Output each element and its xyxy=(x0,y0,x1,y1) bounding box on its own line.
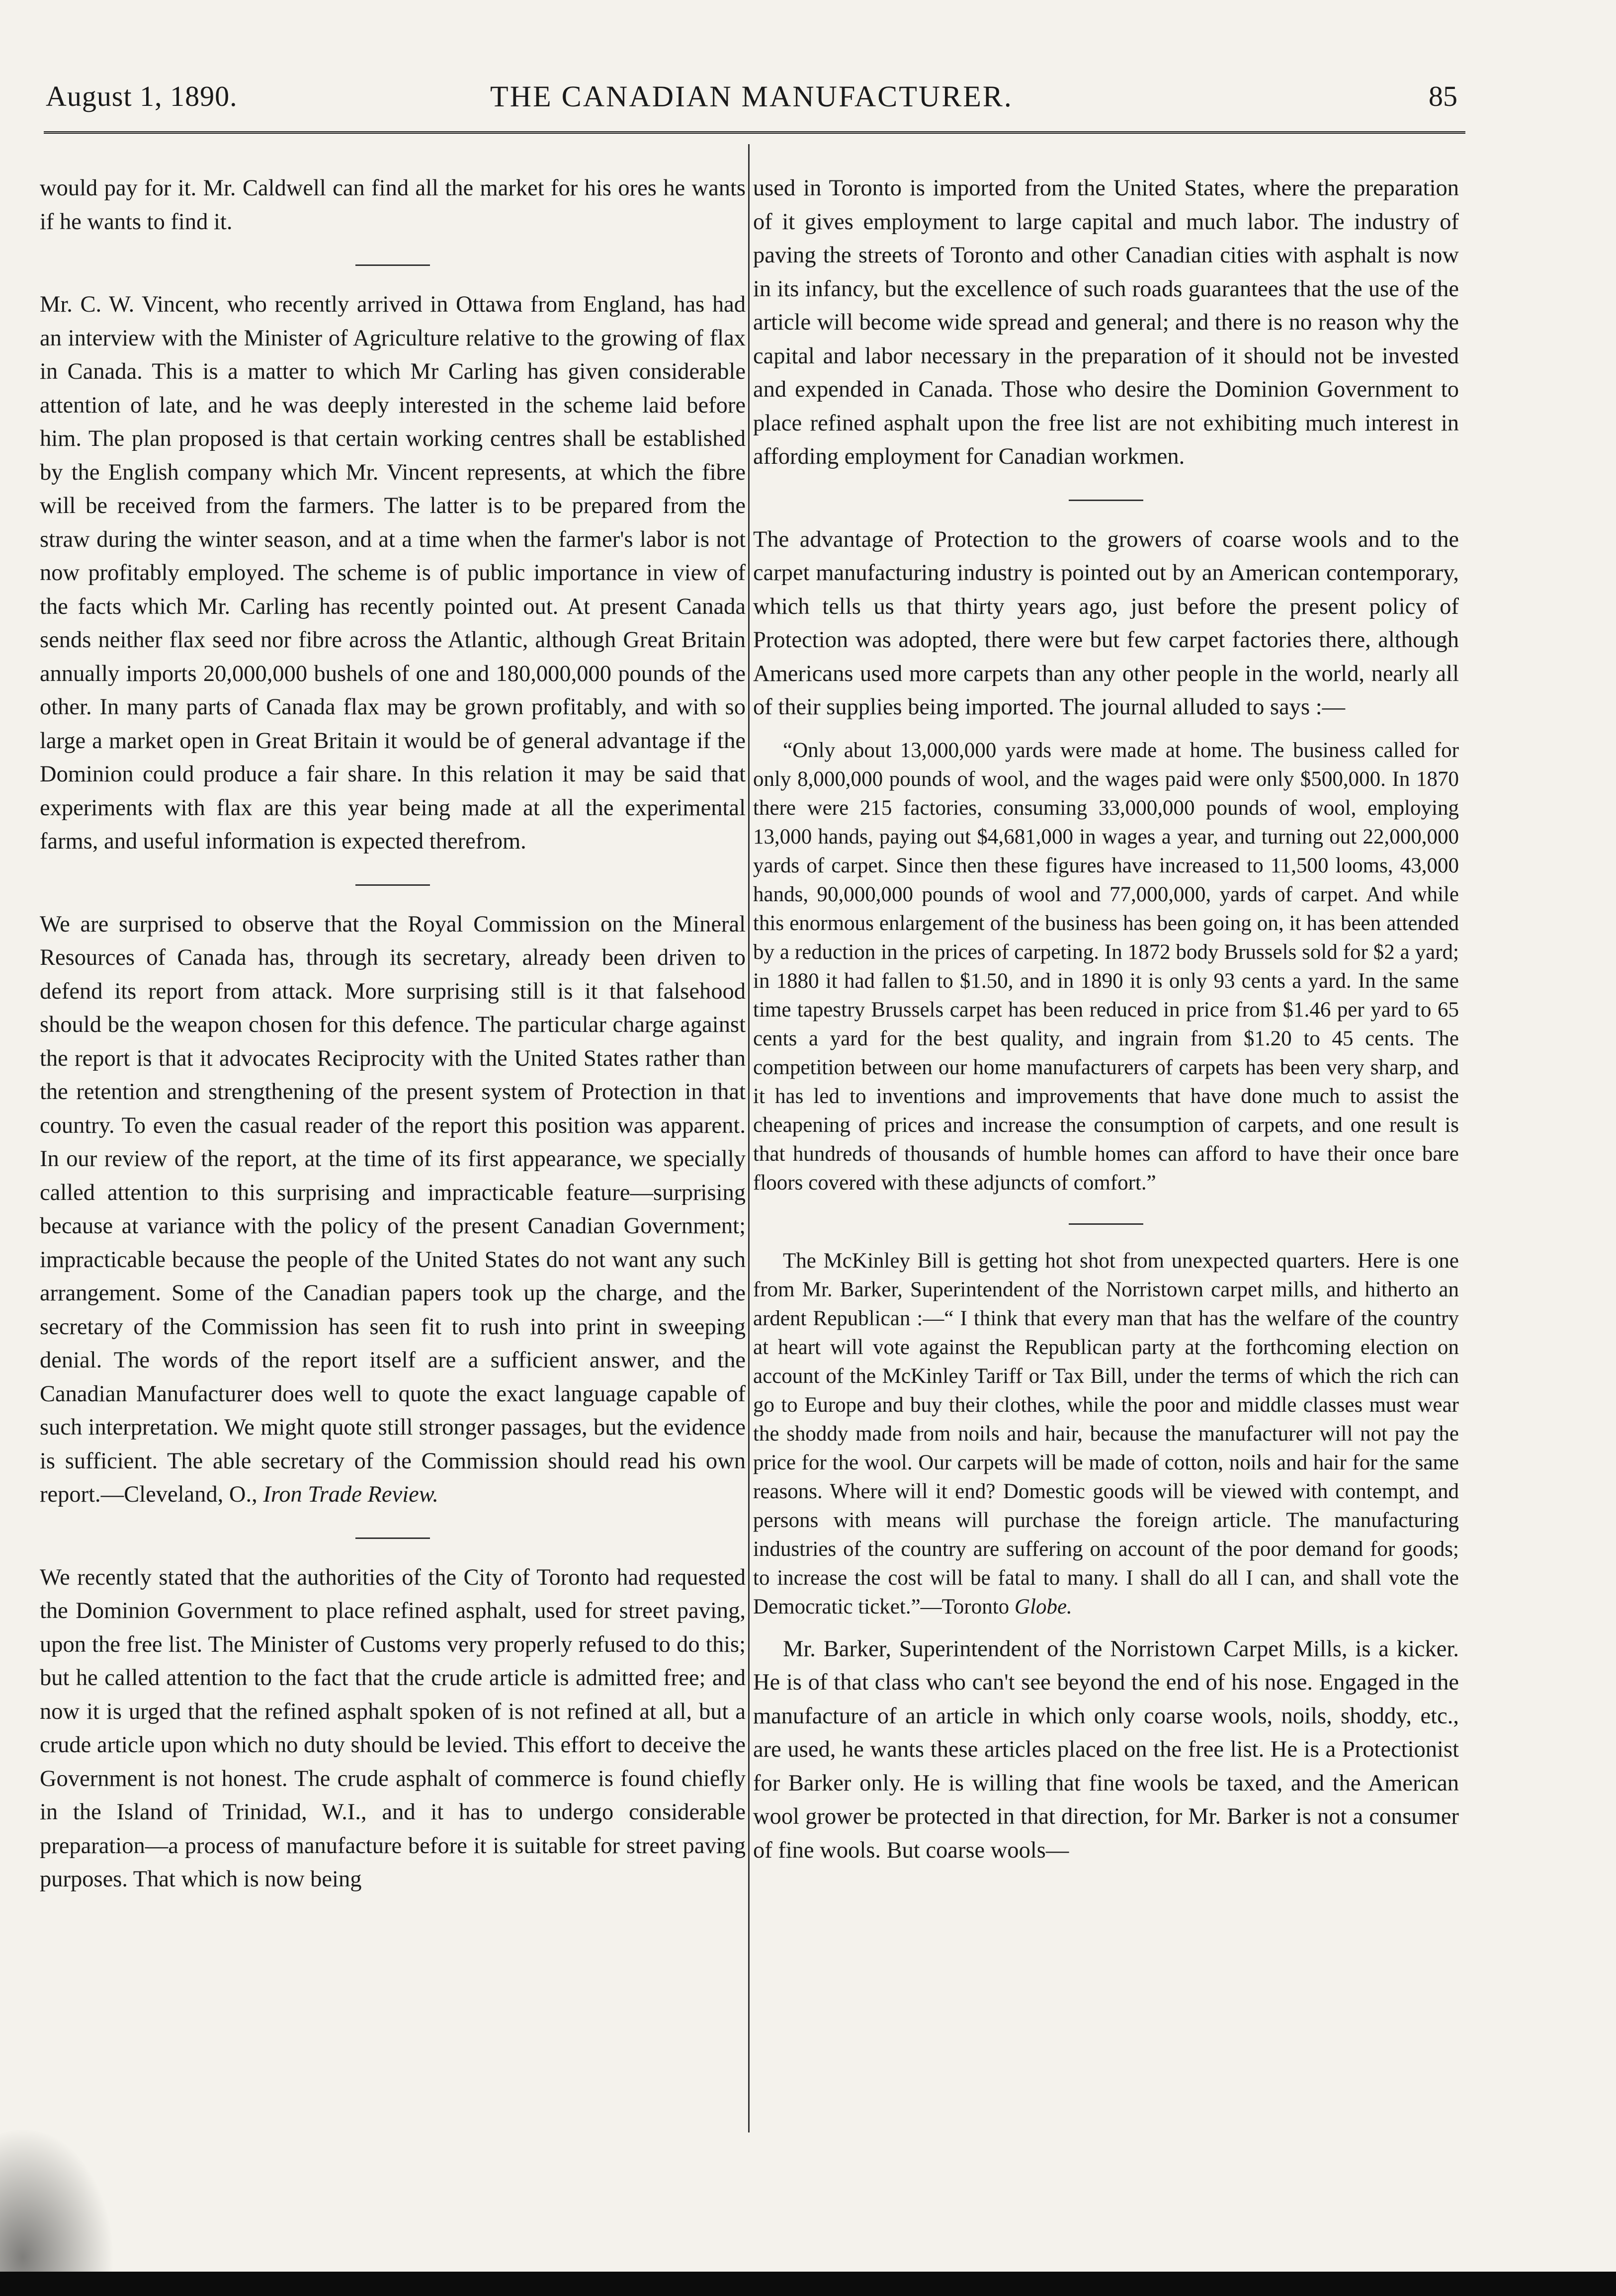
article-carpet-protection: The advantage of Protection to the growers of coarse wools and to the carpet manufacturing industry is pointed out by an American contemporary, which tells us that thirty years ago, just before the present policy of Protection was adopted, there were but few carpet factories there, although Americans used more carpets than any other people in the world, nearly all of their supplies being imported. The journal alluded to says :— xyxy=(753,526,1459,720)
scan-bottom-edge xyxy=(0,2272,1616,2296)
article-mckinley-bill-text: The McKinley Bill is getting hot shot from unexpected quarters. Here is one from Mr. Barker, Superintendent of the Norristown carpet mills, and hitherto an ardent Republican :—“ I think that every man that has the welfare of the country at heart will vote against the Republican party at the forthcoming election on account of the McKinley Tariff or Tax Bill, under the terms of which the rich can go to Europe and buy their clothes, while the poor and middle classes must wear the shoddy made from noils and hair, because the manufacturer will not pay the price for the wool. Our carpets will be made of cotton, noils and hair for the same reasons. Where will it end? Domestic goods will be viewed with contempt, and persons with means will purchase the foreign article. The manufacturing industries of the country are suffering on account of the poor demand for goods; to increase the cost will be fatal to many. I shall do all I can, and shall vote the Democratic ticket.”—Toronto xyxy=(753,1249,1459,1618)
page-smudge xyxy=(0,2127,114,2272)
article-source-toronto-globe: Globe. xyxy=(1014,1595,1072,1618)
article-asphalt: We recently stated that the authorities of the City of Toronto had requested the Dominion Government to place refined asphalt, used for street paving, upon the free list. The Minister of Customs very properly refused to do this; but he called attention to the fact that the crude article is admitted free; and now it is urged that the refined asphalt spoken of is not refined at all, but a crude article upon which no duty should be levied. This effort to deceive the Government is not honest. The crude asphalt of commerce is found chiefly in the Island of Trinidad, W.I., and it has to undergo considerable preparation—a process of manufacture before it is suitable for street paving purposes. That which is now being xyxy=(40,1564,746,1892)
article-caldwell-end: would pay for it. Mr. Caldwell can find all the market for his ores he wants if he wants to find it. xyxy=(40,175,746,235)
issue-date: August 1, 1890. xyxy=(46,80,238,112)
page-number: 85 xyxy=(1429,80,1457,112)
publication-title: THE CANADIAN MANUFACTURER. xyxy=(490,80,1013,113)
article-barker-kicker: Mr. Barker, Superintendent of the Norristown Carpet Mills, is a kicker. He is of that class who can't see beyond the end of his nose. Engaged in the manufacture of an article in which only coarse wools, noils, shoddy, etc., are used, he wants these articles placed on the free list. He is a Protectionist for Barker only. He is willing that fine wools be taxed, and the American wool grower be protected in that direction, for Mr. Barker is not a consumer of fine wools. But coarse wools— xyxy=(753,1636,1459,1863)
left-column xyxy=(40,171,746,1896)
article-separator xyxy=(355,884,430,886)
article-source-iron-trade-review: Iron Trade Review. xyxy=(263,1482,438,1507)
article-royal-commission-text: We are surprised to observe that the Royal Commission on the Mineral Resources of Canada has, through its secretary, already been driven to defend its report from attack. More surprising still is it that falsehood should be the weapon chosen for this defence. The particular charge against the report is that it advocates Reciprocity with the United States rather than the retention and strengthening of the present system of Protection in that country. To even the casual reader of the report this position was apparent. In our review of the report, at the time of its first appearance, we specially called attention to this surprising and impracticable feature—surprising because at variance with the policy of the present Canadian Government; impracticable because the people of the United States do not want any such arrangement. Some of the Canadian papers took up the charge, and the secretary of the Commission has seen fit to rush into print in sweeping denial. The words of the report itself are a sufficient answer, and the Canadian Manufacturer does well to quote the exact language capable of such interpretation. We might quote still stronger passages, but the evidence is sufficient. The able secretary of the Commission should read his own report.—Cleveland, O., xyxy=(40,911,746,1507)
article-flax-vincent: Mr. C. W. Vincent, who recently arrived in Ottawa from England, has had an interview with the Minister of Agriculture relative to the growing of flax in Canada. This is a matter to which Mr Carling has given considerable attention of late, and he was deeply interested in the scheme laid before him. The plan proposed is that certain working centres shall be established by the English company which Mr. Vincent represents, at which the fibre will be received from the farmers. The latter is to be prepared from the straw during the winter season, and at a time when the farmer's labor is not now profitably employed. The scheme is of public importance in view of the facts which Mr. Carling has recently pointed out. At present Canada sends neither flax seed nor fibre across the Atlantic, although Great Britain annually imports 20,000,000 bushels of one and 180,000,000 pounds of the other. In many parts of Canada flax may be grown profitably, and with so large a market open in Great Britain it would be of general advantage if the Dominion could produce a fair share. In this relation it may be said that experiments with flax are this year being made at all the experimental farms, and useful information is expected therefrom. xyxy=(40,292,746,854)
page-header xyxy=(46,80,1457,124)
article-separator xyxy=(355,1537,430,1539)
article-separator xyxy=(1069,500,1143,501)
article-royal-commission xyxy=(40,908,746,1512)
header-rule xyxy=(44,131,1465,134)
article-asphalt-continued: used in Toronto is imported from the United States, where the preparation of it gives employment to large capital and much labor. The industry of paving the streets of Toronto and other Canadian cities with asphalt is now in its infancy, but the excellence of such roads guarantees that the use of the article will become wide spread and general; and there is no reason why the capital and labor necessary in the preparation of it should not be invested and expended in Canada. Those who desire the Dominion Government to place refined asphalt upon the free list are not exhibiting much interest in affording employment for Canadian workmen. xyxy=(753,175,1459,469)
column-divider xyxy=(748,144,750,2132)
article-mckinley-bill xyxy=(753,1247,1459,1621)
quoted-carpet-statistics: “Only about 13,000,000 yards were made at home. The business called for only 8,000,000 pounds of wool, and the wages paid were only $500,000. In 1870 there were 215 factories, consuming 33,000,000 pounds of wool, employing 13,000 hands, paying out $4,681,000 in wages a year, and turning out 22,000,000 yards of carpet. Since then these figures have increased to 11,500 looms, 43,000 hands, 90,000,000 pounds of wool and 77,000,000, yards of carpet. And while this enormous enlargement of the business has been going on, it has been attended by a reduction in the prices of carpeting. In 1872 body Brussels sold for $2 a yard; in 1880 it had fallen to $1.50, and in 1890 it is only 93 cents a yard. In the same time tapestry Brussels carpet has been reduced in price from $1.46 per yard to 65 cents a yard for the best quality, and ingrain from $1.20 to 45 cents. The competition between our home manufacturers of carpets has been very sharp, and it has led to inventions and improvements that have done much to assist the cheapening of prices and increase the consumption of carpets, and one result is that hundreds of thousands of humble homes can afford to have their once bare floors covered with these adjuncts of comfort.” xyxy=(753,738,1459,1194)
article-separator xyxy=(1069,1223,1143,1225)
article-separator xyxy=(355,264,430,266)
right-column xyxy=(753,171,1459,1867)
